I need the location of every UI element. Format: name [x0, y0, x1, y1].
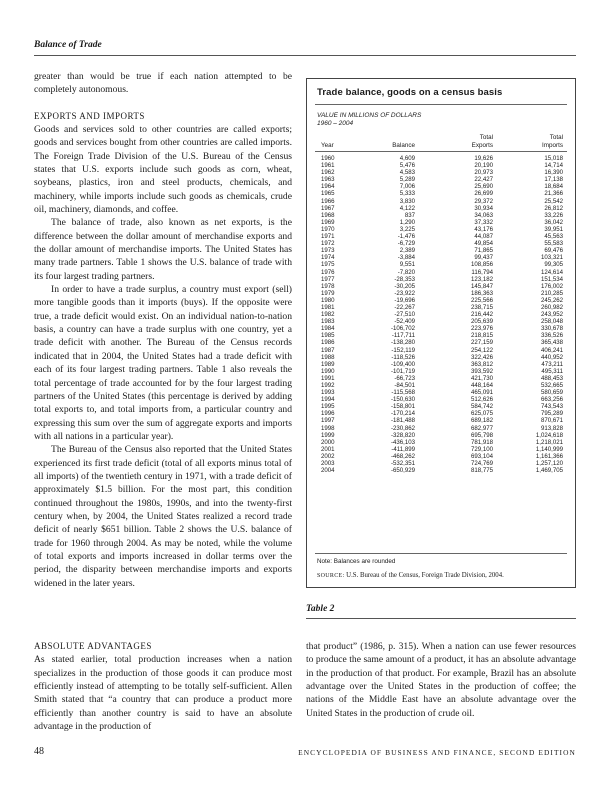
row-exports: 465,091: [470, 389, 493, 397]
trade-balance-table: [306, 78, 576, 588]
table-row: [317, 233, 568, 240]
row-balance: 1,290: [399, 218, 415, 226]
row-balance: -19,696: [394, 296, 415, 304]
table-row: [317, 240, 568, 247]
table-row: [317, 347, 568, 354]
table-subtitle-years: 1960 – 2004: [317, 120, 354, 127]
row-balance: 4,583: [399, 169, 415, 177]
row-exports: 393,592: [470, 367, 493, 375]
row-imports: 36,042: [544, 218, 563, 226]
row-imports: 33,226: [544, 211, 563, 219]
page-number: 48: [34, 746, 44, 757]
section-heading-exports-imports: EXPORTS AND IMPORTS: [34, 110, 145, 121]
table-row: [317, 417, 568, 424]
row-exports: 108,856: [470, 261, 493, 269]
row-exports: 689,182: [470, 417, 493, 425]
row-year: 1998: [321, 424, 335, 432]
row-balance: -170,214: [390, 410, 415, 418]
header-rule: [34, 55, 576, 56]
row-year: 1974: [321, 254, 335, 262]
table-caption: Table 2: [306, 604, 335, 614]
row-year: 1994: [321, 396, 335, 404]
row-balance: -1,476: [397, 233, 415, 241]
row-exports: 216,442: [470, 311, 493, 319]
row-exports: 20,190: [474, 162, 493, 170]
row-imports: 1,218,021: [535, 438, 563, 446]
row-year: 1991: [321, 374, 335, 382]
row-year: 2002: [321, 452, 335, 460]
header-exports-total: Total: [479, 134, 493, 141]
row-balance: -118,526: [391, 353, 415, 361]
row-balance: -106,702: [390, 325, 415, 333]
row-balance: 2,389: [399, 247, 415, 255]
row-exports: 584,742: [470, 403, 493, 411]
row-balance: 4,122: [399, 204, 415, 212]
row-imports: 330,678: [540, 325, 563, 333]
row-balance: -436,103: [390, 438, 415, 446]
row-imports: 365,438: [540, 339, 563, 347]
table-body: [317, 155, 568, 474]
row-balance: -6,729: [397, 240, 415, 248]
table-bottom-rule: [315, 553, 567, 554]
row-year: 1967: [321, 204, 335, 212]
row-balance: -138,280: [390, 339, 415, 347]
table-row: [317, 410, 568, 417]
table-subtitle: [317, 112, 421, 128]
row-exports: 25,690: [474, 183, 493, 191]
row-imports: 1,024,618: [535, 431, 563, 439]
table-row: [317, 467, 568, 474]
table-row: [317, 276, 568, 283]
row-exports: 729,100: [470, 445, 493, 453]
paragraph-balance-of-trade: The balance of trade, also known as net exports, is the difference between the dollar amount of merchandise exports and the dollar amount of merchandise imports. The United States has many trade partners. Table 1 shows the U.S. balance of trade with its four largest trading partners.: [34, 217, 292, 282]
row-year: 1997: [321, 417, 335, 425]
row-exports: 186,363: [470, 289, 493, 297]
row-balance: -468,262: [390, 452, 415, 460]
table-row: [317, 332, 568, 339]
table-row: [317, 297, 568, 304]
header-imports-total: Total: [549, 134, 563, 141]
table-row: [317, 453, 568, 460]
row-imports: 495,311: [541, 367, 563, 375]
row-balance: -52,409: [394, 318, 415, 326]
row-imports: 39,951: [544, 225, 563, 233]
row-imports: 45,563: [544, 233, 563, 241]
table-row: [317, 311, 568, 318]
row-year: 1989: [321, 360, 335, 368]
row-balance: -84,501: [394, 382, 415, 389]
table-row: [317, 304, 568, 311]
row-year: 1978: [321, 282, 335, 290]
row-imports: 663,256: [540, 396, 563, 404]
row-year: 1973: [321, 247, 335, 255]
table-row: [317, 155, 568, 162]
row-year: 1999: [321, 431, 335, 439]
table-row: [317, 354, 568, 361]
source-label: SOURCE:: [317, 573, 345, 579]
row-exports: 225,566: [470, 296, 493, 304]
row-balance: 5,476: [399, 162, 415, 170]
row-imports: 151,534: [540, 275, 563, 283]
table-row: [317, 432, 568, 439]
row-imports: 260,982: [540, 303, 563, 311]
row-exports: 724,769: [470, 460, 493, 468]
row-imports: 18,684: [544, 183, 563, 191]
row-imports: 25,542: [544, 197, 563, 205]
row-exports: 19,626: [474, 155, 493, 162]
table-row: [317, 361, 568, 368]
row-exports: 695,798: [470, 431, 493, 439]
row-year: 1981: [321, 303, 335, 311]
row-balance: -66,723: [394, 374, 415, 382]
row-year: 1962: [321, 169, 335, 177]
table-row: [317, 212, 568, 219]
row-year: 1960: [321, 155, 335, 162]
row-imports: 1,140,999: [535, 445, 563, 453]
row-balance: -115,568: [391, 389, 415, 397]
left-column-bottom: [34, 640, 292, 733]
row-exports: 218,815: [470, 332, 493, 340]
row-balance: -328,820: [390, 431, 415, 439]
row-imports: 1,161,366: [535, 452, 563, 460]
row-year: 1977: [321, 275, 335, 283]
row-exports: 71,865: [474, 247, 493, 255]
row-year: 1996: [321, 410, 335, 418]
row-exports: 37,332: [474, 218, 493, 226]
row-year: 1971: [321, 233, 335, 241]
book-title: ENCYCLOPEDIA OF BUSINESS AND FINANCE, SECOND EDITION: [298, 748, 576, 757]
row-year: 1965: [321, 190, 335, 198]
table-row: [317, 375, 568, 382]
row-balance: 9,551: [399, 261, 415, 269]
row-balance: -28,353: [394, 275, 415, 283]
row-balance: -411,899: [391, 445, 415, 453]
row-year: 1972: [321, 240, 335, 248]
table-row: [317, 162, 568, 169]
table-row: [317, 283, 568, 290]
table-row: [317, 325, 568, 332]
row-year: 1979: [321, 289, 335, 297]
table-row: [317, 403, 568, 410]
row-balance: -158,801: [390, 403, 415, 411]
row-year: 1964: [321, 183, 335, 191]
row-imports: 17,138: [544, 176, 563, 184]
row-imports: 103,321: [540, 254, 563, 262]
table-row: [317, 368, 568, 375]
table-row: [317, 261, 568, 268]
row-exports: 44,087: [474, 233, 493, 241]
row-balance: -152,119: [391, 346, 415, 354]
table-source: [317, 571, 547, 581]
table-row: [317, 176, 568, 183]
table-row: [317, 339, 568, 346]
row-balance: -230,862: [390, 424, 415, 432]
paragraph-intro: greater than would be true if each nation attempted to be completely autonomous.: [34, 71, 292, 96]
row-year: 1984: [321, 325, 335, 333]
table-row: [317, 446, 568, 453]
row-balance: -23,922: [394, 289, 415, 297]
row-exports: 123,182: [470, 275, 493, 283]
row-balance: -532,351: [390, 460, 415, 468]
row-balance: -22,267: [394, 303, 415, 311]
row-exports: 693,104: [470, 452, 493, 460]
row-exports: 238,715: [470, 303, 493, 311]
caption-rule: [306, 618, 576, 619]
row-imports: 69,476: [544, 247, 563, 255]
row-exports: 43,176: [474, 225, 493, 233]
table-row: [317, 269, 568, 276]
header-imports: Imports: [542, 142, 563, 149]
row-year: 1986: [321, 339, 335, 347]
row-imports: 1,257,120: [535, 460, 563, 468]
row-imports: 55,583: [544, 240, 563, 248]
table-row: [317, 190, 568, 197]
table-row: [317, 439, 568, 446]
row-exports: 20,973: [474, 169, 493, 177]
row-exports: 29,372: [474, 197, 493, 205]
row-imports: 743,543: [540, 403, 563, 411]
row-exports: 116,794: [471, 268, 493, 276]
row-imports: 14,714: [544, 162, 563, 170]
row-imports: 176,002: [540, 282, 563, 290]
row-year: 1968: [321, 211, 335, 219]
table-row: [317, 219, 568, 226]
row-exports: 34,063: [474, 211, 493, 219]
row-balance: 837: [404, 211, 415, 219]
row-imports: 913,828: [540, 424, 563, 432]
row-imports: 1,469,705: [535, 467, 563, 475]
row-balance: -117,711: [391, 332, 415, 340]
row-year: 1985: [321, 332, 335, 340]
paragraph-absolute-advantage-continued: that product” (1986, p. 315). When a nation can use fewer resources to produce the same amount of a product, it has an absolute advantage in the production of that product. For example, Brazil has an absolute advantage over the United States in the production of coffee; the nations of the Middle East have an absolute advantage over the United States in the production of crude oil.: [306, 641, 576, 719]
row-year: 1970: [321, 225, 335, 233]
table-row: [317, 169, 568, 176]
row-exports: 254,122: [470, 346, 493, 354]
table-row: [317, 226, 568, 233]
row-exports: 818,775: [470, 467, 493, 475]
row-balance: -650,929: [390, 467, 415, 475]
row-exports: 99,437: [474, 254, 493, 262]
left-column: [34, 70, 292, 590]
paragraph-trade-deficit: The Bureau of the Census also reported that the United States experienced its first trade deficit (total of all exports minus total of all imports) of the twentieth century in 1971, with a trade deficit of approximately $1.5 billion. For the most part, this condition continued throughout the 1980s, 1990s, and into the twenty-first century when, by 2004, the United States realized a record trade deficit of nearly $651 billion. Table 2 shows the U.S. balance of trade for 1960 through 2004. As may be noted, while the volume of total exports and imports increased in dollar terms over the period, the disparity between merchandise imports and exports widened in the later years.: [34, 444, 292, 589]
row-year: 1980: [321, 296, 335, 304]
row-imports: 26,812: [544, 204, 563, 212]
table-row: [317, 198, 568, 205]
row-year: 1976: [321, 268, 335, 276]
row-balance: -30,205: [394, 282, 415, 290]
row-balance: 3,830: [399, 197, 415, 205]
row-imports: 210,285: [540, 289, 563, 297]
row-exports: 512,626: [470, 396, 493, 404]
right-column: [306, 640, 576, 720]
row-exports: 227,159: [470, 339, 493, 347]
row-year: 2004: [321, 467, 335, 475]
table-row: [317, 290, 568, 297]
running-head: Balance of Trade: [34, 40, 102, 50]
row-balance: -109,400: [390, 360, 415, 368]
row-year: 1961: [321, 162, 335, 170]
row-balance: -181,488: [390, 417, 415, 425]
row-imports: 15,018: [544, 155, 563, 162]
header-year: Year: [321, 142, 334, 149]
table-title: Trade balance, goods on a census basis: [317, 87, 503, 98]
row-year: 1992: [321, 382, 335, 389]
row-imports: 258,048: [540, 318, 563, 326]
row-year: 2001: [321, 445, 335, 453]
row-imports: 580,659: [540, 389, 563, 397]
row-balance: 5,333: [399, 190, 415, 198]
row-balance: -101,719: [390, 367, 415, 375]
row-imports: 124,614: [540, 268, 563, 276]
row-exports: 625,075: [470, 410, 493, 418]
row-exports: 421,730: [470, 374, 493, 382]
row-imports: 473,211: [541, 360, 563, 368]
section-heading-absolute-advantages: ABSOLUTE ADVANTAGES: [34, 641, 152, 651]
row-balance: -27,510: [394, 311, 415, 319]
row-imports: 440,952: [540, 353, 563, 361]
header-exports: Exports: [471, 142, 493, 149]
table-row: [317, 254, 568, 261]
row-balance: 4,609: [399, 155, 415, 162]
row-imports: 870,671: [540, 417, 563, 425]
row-balance: -7,820: [397, 268, 415, 276]
table-row: [317, 205, 568, 212]
row-exports: 682,977: [470, 424, 493, 432]
row-year: 1966: [321, 197, 335, 205]
row-year: 1983: [321, 318, 335, 326]
row-balance: 3,225: [399, 225, 415, 233]
table-subtitle-units: VALUE IN MILLIONS OF DOLLARS: [317, 112, 422, 119]
row-imports: 243,952: [540, 311, 563, 319]
row-exports: 22,427: [474, 176, 493, 184]
row-imports: 336,526: [540, 332, 563, 340]
paragraph-exports: Goods and services sold to other countries are called exports; goods and services bought from other countries are called imports. The Foreign Trade Division of the U.S. Bureau of the Census states that U.S. exports include such goods as corn, wheat, soybeans, plastics, iron and steel products, chemicals, and machinery, while imports include such goods as chemicals, crude oil, machinery, diamonds, and coffee.: [34, 123, 292, 216]
row-exports: 322,426: [470, 353, 493, 361]
paragraph-absolute-advantages: As stated earlier, total production increases when a nation specializes in the production of those goods it can produce most efficiently instead of attempting to be totally self-sufficient. Allen Smith stated that “a country that can produce a product more efficiently than another country is said to have an absolute advantage in the production of: [34, 654, 292, 733]
table-row: [317, 183, 568, 190]
row-year: 2000: [321, 438, 335, 446]
table-row: [317, 247, 568, 254]
source-text: U.S. Bureau of the Census, Foreign Trade Division, 2004.: [346, 572, 504, 579]
row-year: 1993: [321, 389, 335, 397]
row-exports: 363,812: [470, 360, 493, 368]
row-balance: -3,884: [397, 254, 415, 262]
row-exports: 781,918: [470, 438, 493, 446]
table-header: [317, 133, 568, 151]
row-exports: 205,639: [470, 318, 493, 326]
row-year: 2003: [321, 460, 335, 468]
row-imports: 245,262: [540, 296, 563, 304]
row-exports: 49,854: [474, 240, 493, 248]
row-imports: 532,665: [540, 382, 563, 389]
table-row: [317, 460, 568, 467]
table-header-rule: [315, 151, 567, 152]
table-row: [317, 318, 568, 325]
table-row: [317, 396, 568, 403]
row-exports: 26,699: [474, 190, 493, 198]
row-year: 1969: [321, 218, 335, 226]
row-year: 1975: [321, 261, 335, 269]
table-note: Note: Balances are rounded: [317, 558, 396, 565]
table-row: [317, 425, 568, 432]
table-row: [317, 382, 568, 389]
row-year: 1995: [321, 403, 335, 411]
row-balance: -150,630: [390, 396, 415, 404]
row-exports: 145,847: [470, 282, 493, 290]
row-imports: 16,390: [544, 169, 563, 177]
row-exports: 30,934: [474, 204, 493, 212]
row-imports: 406,241: [540, 346, 563, 354]
row-imports: 795,289: [540, 410, 563, 418]
row-balance: 7,006: [399, 183, 415, 191]
row-year: 1982: [321, 311, 335, 319]
row-year: 1963: [321, 176, 335, 184]
row-imports: 488,453: [540, 374, 563, 382]
row-imports: 99,305: [544, 261, 563, 269]
row-year: 1990: [321, 367, 335, 375]
table-row: [317, 389, 568, 396]
row-year: 1987: [321, 346, 335, 354]
row-year: 1988: [321, 353, 335, 361]
row-exports: 223,976: [470, 325, 493, 333]
table-title-rule: [315, 104, 567, 105]
header-balance: Balance: [392, 142, 415, 149]
paragraph-trade-surplus: In order to have a trade surplus, a country must export (sell) more tangible goods than it imports (buys). If the opposite were true, a trade deficit would exist. On an individual nation-to-nation basis, a country can have a trade surplus with one country, yet a trade deficit with another. The Bureau of the Census records indicated that in 2004, the United States had a trade deficit with each of its four largest trading partners. Table 1 also reveals the total percentage of trade accounted for by the four largest trading partners of the United States (this percentage is derived by adding total exports to, and total imports from, a particular country and expressing this sum over the sum of aggregate exports and imports with all nations in a particular year).: [34, 284, 292, 442]
row-exports: 448,164: [470, 382, 493, 389]
row-imports: 21,366: [544, 190, 563, 198]
row-balance: 5,289: [399, 176, 415, 184]
